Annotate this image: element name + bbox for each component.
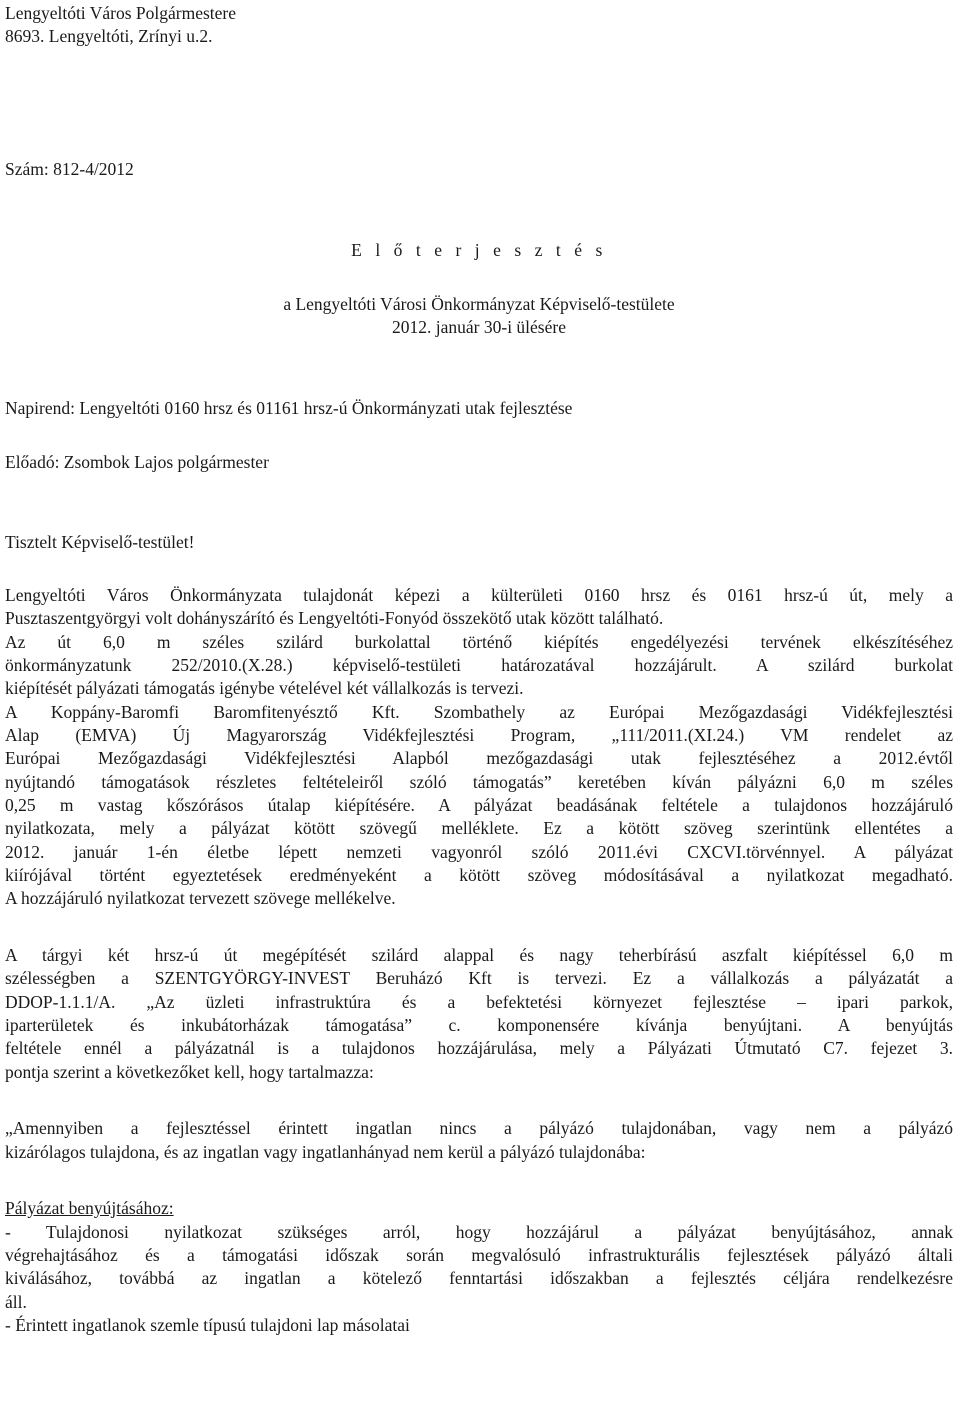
title-line-2: 2012. január 30-i ülésére bbox=[392, 317, 566, 337]
para1-line: kiírójával történt egyeztetések eredményeként a kötött szöveg módosításával a nyilatkozat megadható. bbox=[5, 865, 953, 885]
header-line-1: Lengyeltóti Város Polgármestere bbox=[5, 3, 237, 23]
para2-line: A tárgyi két hrsz-ú út megépítését szilárd alappal és nagy teherbírású aszfalt kiépítéssel 6,0 m bbox=[5, 945, 953, 965]
para1-line: Az út 6,0 m széles szilárd burkolattal történő kiépítés engedélyezési tervének elkészítéséhez bbox=[5, 632, 953, 652]
document-title: E l ő t e r j e s z t é s bbox=[351, 240, 607, 260]
quote-line: kizárólagos tulajdona, és az ingatlan vagy ingatlanhányad nem kerül a pályázó tulajdonába: bbox=[5, 1142, 646, 1162]
para1-line: A hozzájáruló nyilatkozat tervezett szövege mellékelve. bbox=[5, 888, 396, 908]
para1-line: Lengyeltóti Város Önkormányzata tulajdonát képezi a külterületi 0160 hrsz és 0161 hrsz-ú út, mely a bbox=[5, 585, 953, 605]
para1-line: Alap (EMVA) Új Magyarország Vidékfejlesztési Program, „111/2011.(XI.24.) VM rendelet az bbox=[5, 725, 953, 745]
para1-line: nyújtandó támogatások részletes feltételeiről szóló támogatás” keretében kíván pályázni 6,0 m széles bbox=[5, 772, 953, 792]
para2-line: iparterületek és inkubátorházak támogatása” c. komponensére kívánja benyújtani. A benyújtás bbox=[5, 1015, 953, 1035]
agenda: Napirend: Lengyeltóti 0160 hrsz és 01161 hrsz-ú Önkormányzati utak fejlesztése bbox=[5, 398, 573, 418]
submission-item-line: kiválásához, továbbá az ingatlan a kötelező fenntartási időszakban a fejlesztés céljára rendelkezésre bbox=[5, 1268, 953, 1288]
para2-line: DDOP-1.1.1/A. „Az üzleti infrastruktúra és a befektetési környezet fejlesztése – ipari parkok, bbox=[5, 992, 953, 1012]
para1-line: A Koppány-Baromfi Baromfitenyésztő Kft. Szombathely az Európai Mezőgazdasági Vidékfejlesztési bbox=[5, 702, 953, 722]
para2-line: pontja szerint a következőket kell, hogy tartalmazza: bbox=[5, 1062, 374, 1082]
header-line-2: 8693. Lengyeltóti, Zrínyi u.2. bbox=[5, 26, 213, 46]
para1-line: 0,25 m vastag kőszórásos útalap kiépítésére. A pályázat beadásának feltétele a tulajdonos hozzájáruló bbox=[5, 795, 953, 815]
reference-number: Szám: 812-4/2012 bbox=[5, 159, 134, 179]
salutation: Tisztelt Képviselő-testület! bbox=[5, 532, 195, 552]
presenter: Előadó: Zsombok Lajos polgármester bbox=[5, 452, 269, 472]
submission-item-line: - Tulajdonosi nyilatkozat szükséges arról, hogy hozzájárul a pályázat benyújtásához, annak bbox=[5, 1222, 953, 1242]
para1-line: nyilatkozata, mely a pályázat kötött szövegű melléklete. Ez a kötött szöveg szerintünk ellentétes a bbox=[5, 818, 953, 838]
para1-line: Pusztaszentgyörgyi volt dohányszárító és Lengyeltóti-Fonyód összekötő utak között található. bbox=[5, 608, 664, 628]
para1-line: önkormányzatunk 252/2010.(X.28.) képviselő-testületi határozatával hozzájárult. A szilárd burkolat bbox=[5, 655, 953, 675]
submission-item-line: áll. bbox=[5, 1292, 27, 1312]
submission-heading: Pályázat benyújtásához: bbox=[5, 1198, 174, 1218]
quote-line: „Amennyiben a fejlesztéssel érintett ingatlan nincs a pályázó tulajdonában, vagy nem a pályázó bbox=[5, 1118, 953, 1138]
para2-line: szélességben a SZENTGYÖRGY-INVEST Beruházó Kft is tervezi. Ez a vállalkozás a pályázatát a bbox=[5, 968, 953, 988]
para1-line: kiépítését pályázati támogatás igénybe vételével két vállalkozás is tervezi. bbox=[5, 678, 524, 698]
para1-line: Európai Mezőgazdasági Vidékfejlesztési Alapból mezőgazdasági utak fejlesztéséhez a 2012.évtől bbox=[5, 748, 953, 768]
submission-item-2: - Érintett ingatlanok szemle típusú tulajdoni lap másolatai bbox=[5, 1315, 410, 1335]
submission-item-line: végrehajtásához és a támogatási időszak során megvalósuló infrastrukturális fejlesztések pályázó általi bbox=[5, 1245, 953, 1265]
para2-line: feltétele ennél a pályázatnál is a tulajdonos hozzájárulása, mely a Pályázati Útmutató C7. fejezet 3. bbox=[5, 1038, 953, 1058]
title-line-1: a Lengyeltóti Városi Önkormányzat Képviselő-testülete bbox=[283, 294, 675, 314]
para1-line: 2012. január 1-én életbe lépett nemzeti vagyonról szóló 2011.évi CXCVI.törvénnyel. A pályázat bbox=[5, 842, 953, 862]
